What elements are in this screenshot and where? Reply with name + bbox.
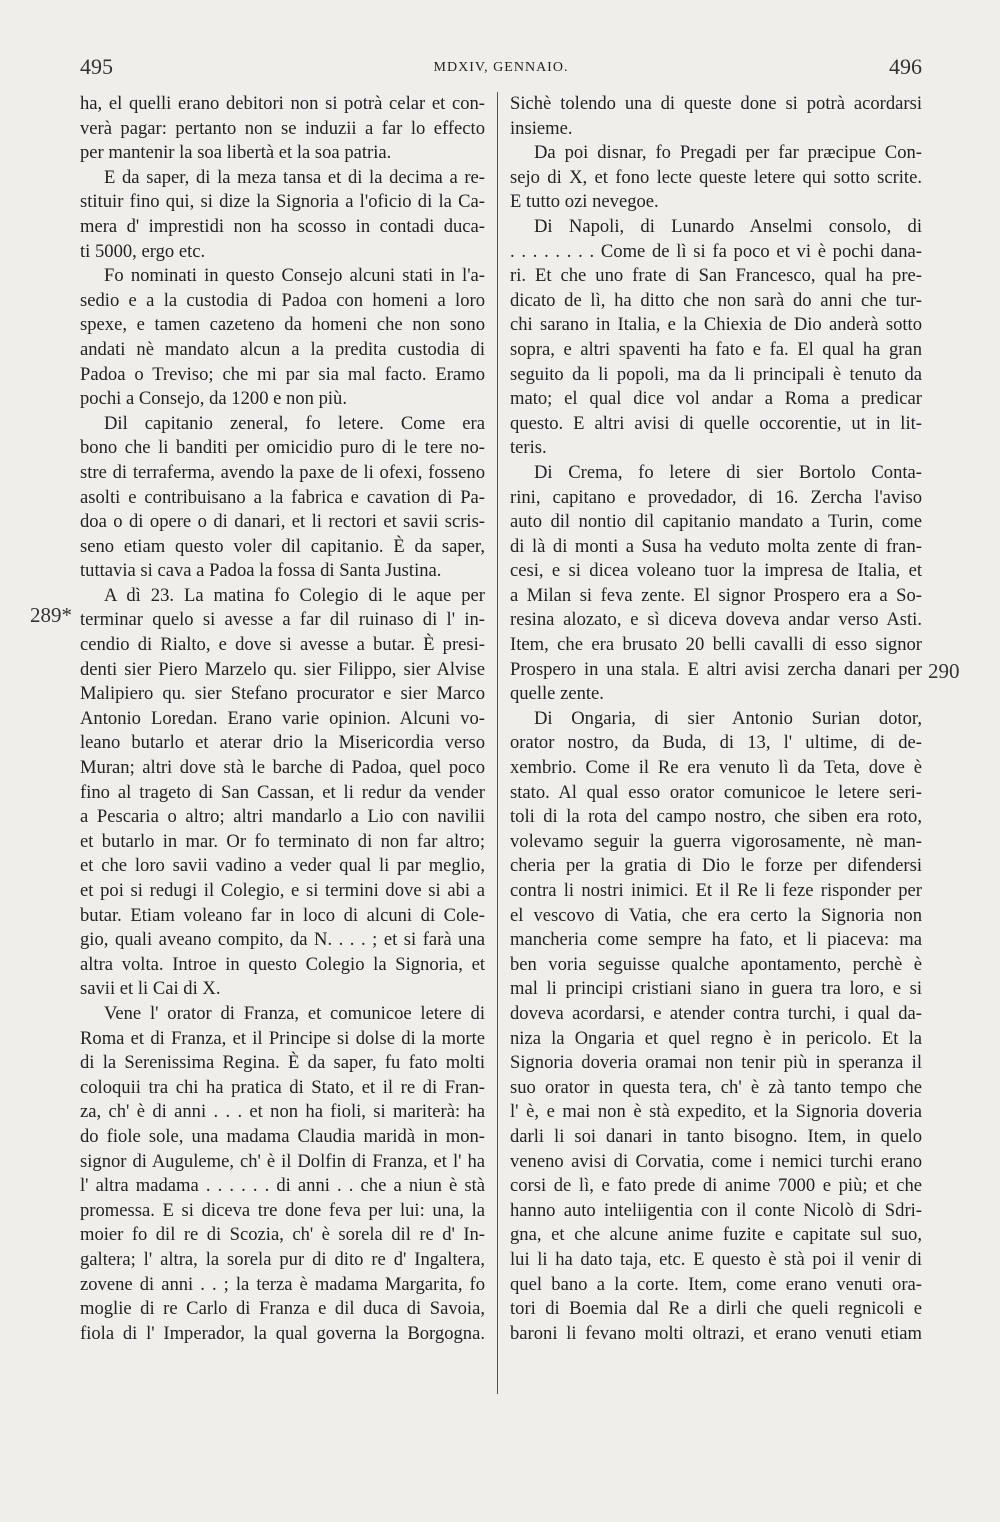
text-line: resina alozato, e sì diceva doveva andar verso Asti.	[510, 609, 922, 631]
text-line: tuttavia si cava a Padoa la fossa di Santa Justina.	[80, 560, 442, 582]
text-line: stato. Al qual esso orator comunicoe le letere seri-	[510, 781, 922, 803]
text-line: quel bano a la corte. Item, come erano venuti ora-	[510, 1273, 922, 1295]
right-text-column	[510, 92, 922, 1346]
text-line: terminar quelo si avesse a far dil ruinaso di l' in-	[80, 609, 485, 631]
text-line: ti 5000, ergo etc.	[80, 240, 206, 262]
text-line: ri. Et che uno frate di San Francesco, qual ha pre-	[510, 265, 922, 287]
text-line: dicato de lì, ha ditto che non sarà do anni che tur-	[510, 289, 922, 311]
text-line: Fo nominati in questo Consejo alcuni stati in l'a-	[104, 265, 485, 287]
text-line: cendio di Rialto, e dove si avesse a butar. È presi-	[80, 634, 485, 656]
text-line: a Pescaria o altro; altri mandarlo a Lio con navilii	[80, 806, 485, 828]
text-line: cesi, e si dicea voleano tuor la impresa de Italia, et	[510, 560, 922, 582]
text-line: savii et li Cai di X.	[80, 978, 221, 1000]
text-line: moglie di re Carlo di Franza e dil duca di Savoia,	[80, 1298, 485, 1320]
text-line: rini, capitano e provedador, di 16. Zercha l'aviso	[510, 486, 922, 508]
text-line: l' è, e mai non è stà expedito, et la Signoria doveria	[510, 1101, 922, 1123]
column-divider	[497, 92, 498, 1394]
text-line: seguito da li popoli, ma da li principali è tenuto da	[510, 363, 922, 385]
text-line: et poi si redugi il Colegio, e si termini dove si abi a	[80, 880, 485, 901]
text-line: sejo di X, et fono lecte queste letere qui sotto scrite.	[510, 166, 922, 188]
text-line: contra li nostri inimici. Et il Re li feze risponder per	[510, 880, 922, 901]
text-line: andati nè mandato alcun a la predita custodia di	[80, 338, 485, 360]
text-line: Sichè tolendo una di queste done si potrà acordarsi	[510, 93, 922, 114]
text-line: gio, quali aveano compito, da N. . . . ; et si farà una	[80, 929, 485, 951]
margin-number-left: 289*	[30, 603, 72, 627]
text-line: seno etiam questo voler dil capitanio. È da saper,	[80, 535, 485, 557]
text-line: ben voria seguisse qualche apontamento, perchè è	[510, 953, 922, 975]
text-line: Roma et di Franza, et il Principe si dolse di la morte	[80, 1027, 485, 1049]
text-line: suo orator in questa tera, ch' è zà tanto tempo che	[510, 1076, 922, 1098]
text-line: Di Ongaria, di sier Antonio Surian dotor,	[534, 707, 922, 729]
text-line: coloquii tra chi ha pratica di Stato, et il re di Fran-	[80, 1076, 485, 1098]
text-line: stre di terraferma, avendo la paxe de li ofexi, fosseno	[80, 461, 485, 483]
text-line: volevamo seguir la guerra vigorosamente, nè man-	[510, 830, 922, 852]
text-line: stituir fino qui, si dize la Signoria a l'oficio di la Ca-	[80, 191, 485, 213]
text-line: A dì 23. La matina fo Colegio di le aque per	[104, 584, 485, 606]
margin-number-right: 290	[928, 659, 960, 683]
text-line: Item, che era brusato 20 belli cavalli di esso signor	[510, 634, 922, 656]
text-line: Prospero in una stala. E altri avisi zercha danari per	[510, 658, 922, 680]
text-line: orator nostro, da Buda, di 13, l' ultime, di de-	[510, 732, 922, 754]
text-line: veneno avisi di Corvatia, come i nemici turchi erano	[510, 1150, 922, 1172]
running-title: MDXIV, GENNAIO.	[433, 60, 569, 75]
text-line: insieme.	[510, 117, 573, 139]
text-line: Vene l' orator di Franza, et comunicoe letere di	[104, 1002, 485, 1024]
text-line: moier fo dil re di Scozia, ch' è sorela dil re d' In-	[80, 1224, 485, 1246]
text-line: pochi a Consejo, da 1200 e non più.	[80, 388, 347, 410]
text-line: niza la Ongaria et quel regno è in pericolo. Et la	[510, 1027, 922, 1049]
text-line: di la Serenissima Regina. È da saper, fu fato molti	[80, 1052, 485, 1074]
text-line: signor di Auguleme, ch' è il Dolfin di Franza, et l' ha	[80, 1150, 485, 1172]
text-line: Dil capitanio zeneral, fo letere. Come era	[104, 412, 485, 434]
text-line: Antonio Loredan. Erano varie opinion. Alcuni vo-	[80, 707, 485, 729]
text-line: per mantenir la soa libertà et la soa patria.	[80, 142, 392, 164]
text-line: Padoa o Treviso; che mi par sia mal facto. Eramo	[80, 363, 485, 385]
text-line: verà pagar: pertanto non se induzii a far lo effecto	[80, 117, 485, 139]
text-line: mato; el qual dice vol andar a Roma a predicar	[510, 388, 922, 410]
text-line: ha, el quelli erano debitori non si potrà celar et con-	[80, 93, 485, 114]
text-line: teris.	[510, 437, 547, 459]
text-line: doa o di opere o di danari, et li rectori et savii scris-	[80, 511, 485, 533]
text-line: Di Crema, fo letere di sier Bortolo Conta-	[534, 461, 922, 483]
text-line: doveva acordarsi, e atender contra turchi, i qual da-	[510, 1002, 922, 1024]
text-line: baroni li fevano molti oltrazi, et erano venuti etiam	[510, 1322, 922, 1344]
text-line: Muran; altri dove stà le barche di Padoa, quel poco	[80, 757, 485, 779]
text-line: l' altra madama . . . . . . di anni . . che a niun è stà	[80, 1175, 485, 1197]
text-line: denti sier Piero Marzelo qu. sier Filippo, sier Alvise	[80, 658, 485, 680]
text-line: gna, et che alcune anime fuzite e capitate sul suo,	[510, 1224, 922, 1246]
text-line: tori di Boemia dal Re a dirli che queli regnicoli e	[510, 1298, 922, 1320]
text-line: fiola di l' Imperador, la qual governa la Borgogna.	[80, 1322, 485, 1344]
text-line: questo. E altri avisi di quelle occorentie, ut in lit-	[510, 412, 922, 434]
text-line: cheria per la gratia di Dio le forze per difendersi	[510, 855, 922, 877]
text-line: E da saper, di la meza tansa et di la decima a re-	[104, 166, 485, 188]
text-line: di là di monti a Susa ha veduto molta zente di fran-	[510, 535, 922, 557]
text-line: hanno auto inteliigentia con il conte Nicolò di Sdri-	[510, 1199, 922, 1221]
text-line: bono che li banditi per omicidio puro di le tere no-	[80, 437, 485, 459]
left-page-number: 495	[80, 54, 113, 79]
text-line: E tutto ozi nevegoe.	[510, 191, 659, 213]
text-line: . . . . . . . . Come de lì si fa poco et vi è pochi dana-	[510, 240, 922, 262]
text-line: corsi de lì, e fato prede di anime 7000 e più; et che	[510, 1175, 922, 1197]
text-line: mera d' imprestidi non ha scosso in contadi duca-	[80, 215, 485, 237]
text-line: zovene di anni . . ; la terza è madama Margarita, fo	[80, 1273, 485, 1295]
text-line: Signoria doveria oramai non tenir più in speranza il	[510, 1052, 922, 1074]
text-line: quelle zente.	[510, 683, 604, 705]
text-line: fino al trageto di San Cassan, et li redur da vender	[80, 781, 485, 803]
text-line: do fiole sole, una madama Claudia maridà in mon-	[80, 1125, 485, 1147]
text-line: Malipiero qu. sier Stefano procurator e sier Marco	[80, 683, 485, 705]
left-text-column	[80, 92, 485, 1346]
text-line: mal li principi cristiani siano in guera tra loro, e si	[510, 978, 922, 1000]
text-line: leano butarlo et aterar drio la Misericordia verso	[80, 732, 485, 754]
page-header	[80, 54, 922, 84]
text-line: et butarlo in mar. Or fo terminato di non far altro;	[80, 830, 485, 852]
text-line: promessa. E si diceva tre done feva per lui: una, la	[80, 1199, 485, 1221]
text-line: auto dil nontio dil capitanio mandato a Turin, come	[510, 511, 922, 533]
text-line: sopra, e altri spaventi ha fato e fa. El qual ha gran	[510, 338, 922, 360]
text-line: galtera; l' altra, la sorela pur di dito re d' Ingaltera,	[80, 1248, 485, 1270]
right-page-number: 496	[889, 54, 922, 79]
text-line: za, ch' è di anni . . . et non ha fioli, si mariterà: ha	[80, 1101, 485, 1123]
text-line: et che loro savii vadino a veder qual li par meglio,	[80, 855, 485, 877]
text-line: Di Napoli, di Lunardo Anselmi consolo, di	[534, 215, 922, 237]
text-line: darli li soi danari in tanto bisogno. Item, in quelo	[510, 1125, 922, 1147]
text-line: el vescovo di Vatia, che era certo la Signoria non	[510, 904, 922, 926]
text-line: spexe, e tamen cazeteno da homeni che non sono	[80, 314, 485, 336]
text-line: chi sarano in Italia, e la Chiexia de Dio anderà sotto	[510, 314, 922, 336]
text-line: mancheria come sempre ha fato, et li piaceva: ma	[510, 929, 922, 951]
text-line: a Milan si feva zente. El signor Prospero era a So-	[510, 584, 922, 606]
text-line: Da poi disnar, fo Pregadi per far præcipue Con-	[534, 142, 922, 164]
text-line: toli di la rota del campo nostro, che siben era roto,	[510, 806, 922, 828]
text-line: sedio e a la custodia di Padoa con homeni a loro	[80, 289, 485, 311]
text-line: xembrio. Come il Re era venuto lì da Teta, dove è	[510, 757, 922, 779]
text-line: asolti e contribuisano a la fabrica e cavation di Pa-	[80, 486, 485, 508]
text-line: lui li ha dato taja, etc. E questo è stà poi il venir di	[510, 1248, 922, 1270]
text-line: butar. Etiam voleano far in loco di alcuni di Cole-	[80, 904, 485, 926]
text-line: altra volta. Introe in questo Colegio la Signoria, et	[80, 953, 485, 975]
